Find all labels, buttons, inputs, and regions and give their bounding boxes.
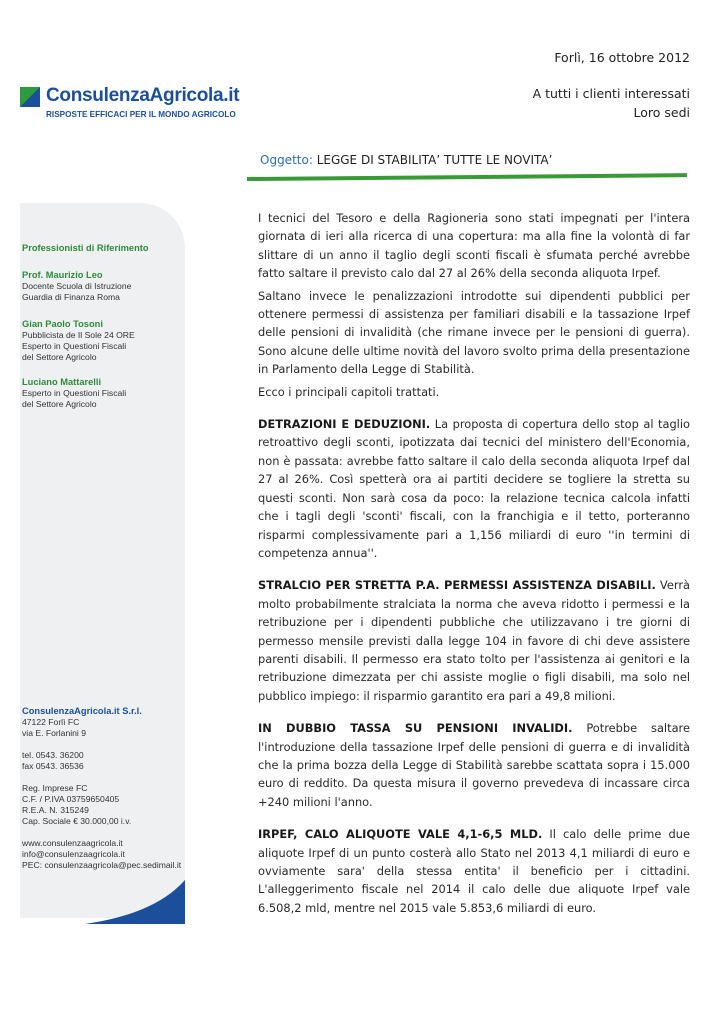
website-link[interactable]: www.consulenzaagricola.it	[22, 838, 123, 848]
person-name: Luciano Mattarelli	[22, 377, 102, 387]
section-text: Il calo delle prime due aliquote Irpef di un punto costerà allo Stato nel 2013 4,1 miliardi di euro e ovviamente sara' della stessa entita' il beneficio per i cittadini. L'alleggerimento fiscale nel 2014 il calo delle due aliquote Irpef vale 6.508,2 mld, mentre nel 2015 vale 5.853,6 miliardi di euro.	[258, 827, 690, 915]
fax: fax 0543. 36536	[22, 761, 84, 771]
section-heading: STRALCIO PER STRETTA P.A. PERMESSI ASSISTENZA DISABILI.	[258, 578, 656, 593]
swoosh-decoration-icon	[85, 880, 185, 924]
phone: tel. 0543. 36200	[22, 750, 84, 760]
recipient-line-1: A tutti i clienti interessati	[532, 86, 690, 101]
section-pensioni	[258, 719, 690, 811]
section-text: Verrà molto probabilmente stralciata la norma che aveva ridotto i permessi e la retribuzione per i dipendenti pubbliche che utilizzavano i tre giorni di permesso mensile previsti dalla legge 104 in favore di chi deve assistere parenti disabili. Il permesso era stato tolto per l'assistenza ai genitori e la retribuzione dimezzata per chi assiste moglie o figli disabili, ma solo nel pubblico impiego: il risparmio garantito era pari a 49,8 milioni.	[258, 578, 690, 703]
section-detrazioni	[258, 415, 690, 562]
section-text: La proposta di copertura dello stop al taglio retroattivo degli sconti, ipotizzata dai tecnici del ministero dell'Economia, non è passata: avrebbe fatto saltare il calo della seconda aliquota Irpef dal 27 al 26%. Così spetterà ora ai partiti decidere se togliere la stretta su questi sconti. Non sarà cosa da poco: la relazione tecnica calcola infatti che i tagli degli 'sconti' fiscali, con la franchigia e il tetto, porteranno risparmi complessivamente pari a 1,156 miliardi di euro ''in termini di competenza annua''.	[258, 417, 690, 560]
intro-paragraph-2: Saltano invece le penalizzazioni introdotte sui dipendenti pubblici per ottenere permessi di assistenza per familiari disabili e la tassazione Irpef delle pensioni di invalidità (che rimane invece per le pensioni di guerra). Sono alcune delle ultime novità del lavoro svolto prima della presentazione in Parlamento della Legge di Stabilità.	[258, 288, 690, 377]
company-info: ConsulenzaAgricola.it S.r.l. 47122 Forlì FC via E. Forlanini 9 tel. 0543. 36200 fax 0543. 36536 Reg. Imprese FC C.F. / P.IVA 03759650405 R.E.A. N. 315249 Cap. Sociale € 30.000,00 i.v. www.consulenzaagricola.it info@consulenzaagricola.it PEC: consulenzaagricola@pec.sedimail.it	[22, 706, 182, 870]
recipient-block	[533, 84, 690, 122]
recipient-line-2: Loro sedi	[633, 105, 690, 120]
sidebar-person-1: Prof. Maurizio Leo Docente Scuola di Istruzione Guardia di Finanza Roma	[22, 270, 132, 302]
subject-line	[260, 153, 552, 167]
section-irpef	[258, 825, 690, 917]
intro-paragraph-1: I tecnici del Tesoro e della Ragioneria sono stati impegnati per l'intera giornata di ieri alla ricerca di una copertura: ma alla fine la volontà di far slittare di un anno il taglio degli sconti fiscali è sfumata perché avrebbe fatto saltare il previsto calo dal 27 al 26% della seconda aliquota Irpef.	[258, 211, 690, 281]
person-name: Prof. Maurizio Leo	[22, 270, 103, 280]
sidebar-heading: Professionisti di Riferimento	[22, 243, 149, 253]
subject-divider	[247, 173, 687, 181]
logo-mark-icon	[20, 87, 40, 107]
intro-paragraph-3: Ecco i principali capitoli trattati.	[258, 384, 440, 399]
section-text: Potrebbe saltare l'introduzione della tassazione Irpef delle pensioni di guerra e di invalidità che la prima bozza della Legge di Stabilità sarebbe scattata sopra i 15.000 euro di reddito. Da questa misura il governo prevedeva di incassare circa +240 milioni l'anno.	[258, 721, 690, 809]
subject-label: Oggetto:	[260, 153, 313, 167]
email-link[interactable]: info@consulenzaagricola.it	[22, 849, 125, 859]
company-logo	[20, 85, 270, 125]
letter-body	[258, 209, 690, 917]
person-name: Gian Paolo Tosoni	[22, 319, 103, 329]
section-stralcio	[258, 576, 690, 705]
company-name: ConsulenzaAgricola.it S.r.l.	[22, 706, 142, 716]
section-heading: IRPEF, CALO ALIQUOTE VALE 4,1-6,5 MLD.	[258, 827, 543, 842]
letter-date: Forlì, 16 ottobre 2012	[554, 50, 690, 65]
sidebar-person-3: Luciano Mattarelli Esperto in Questioni Fiscali del Settore Agricolo	[22, 377, 127, 409]
section-heading: DETRAZIONI E DEDUZIONI.	[258, 417, 431, 432]
logo-name: ConsulenzaAgricola.it	[46, 85, 240, 106]
subject-title: LEGGE DI STABILITA’ TUTTE LE NOVITA’	[316, 153, 553, 167]
pec-link[interactable]: PEC: consulenzaagricola@pec.sedimail.it	[22, 860, 182, 870]
logo-tagline: RISPOSTE EFFICACI PER IL MONDO AGRICOLO	[46, 110, 236, 119]
sidebar-person-2: Gian Paolo Tosoni Pubblicista de Il Sole 24 ORE Esperto in Questioni Fiscali del Settore Agricolo	[22, 319, 135, 362]
section-heading: IN DUBBIO TASSA SU PENSIONI INVALIDI.	[258, 721, 573, 736]
